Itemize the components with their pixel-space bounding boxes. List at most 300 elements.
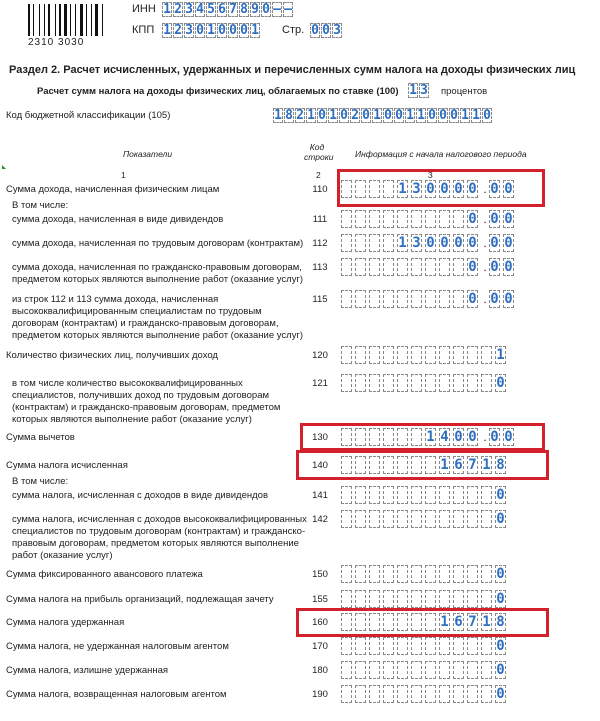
row-label: сумма налога, исчисленная с доходов в виде дивидендов — [12, 490, 268, 501]
digit-cell: 1 — [251, 23, 259, 38]
highlight-box — [296, 450, 549, 480]
row-label: Сумма налога, возвращенная налоговым агентом — [6, 689, 227, 700]
digit-cell: 1 — [426, 429, 435, 445]
digit-cell: 8 — [496, 614, 505, 630]
digit-cell — [369, 234, 380, 252]
digit-cell: 0 — [454, 235, 463, 251]
digit-cell — [341, 374, 352, 392]
digit-cell — [383, 290, 394, 308]
digit-cell — [453, 290, 464, 308]
digit-cell — [397, 590, 408, 608]
digit-cell — [481, 637, 492, 655]
digit-cell — [369, 661, 380, 679]
digit-cell — [355, 258, 366, 276]
digit-cell: 0 — [240, 23, 248, 38]
digit-cell — [467, 346, 478, 364]
digit-cell — [425, 258, 436, 276]
row-label: Сумма налога удержанная — [6, 617, 125, 628]
highlight-box — [296, 608, 549, 637]
row-code: 130 — [312, 432, 328, 443]
digit-cell — [439, 661, 450, 679]
digit-cell: 6 — [218, 2, 226, 17]
digit-cell — [425, 565, 436, 583]
digit-cell: 0 — [504, 259, 513, 275]
digit-cell — [425, 590, 436, 608]
amount-field-142[interactable] — [341, 510, 509, 528]
amount-field-111[interactable] — [341, 210, 517, 228]
digit-cell: 1 — [406, 108, 414, 123]
digit-cell: 0 — [468, 211, 477, 227]
digit-cell: 1 — [482, 457, 491, 473]
digit-cell: 4 — [196, 2, 204, 17]
digit-cell — [383, 234, 394, 252]
digit-cell — [453, 486, 464, 504]
digit-cell: 0 — [218, 23, 226, 38]
row-label: сумма налога, исчисленная с доходов высококвалифицированных — [12, 514, 307, 525]
col-header-code: Код строки — [304, 142, 334, 162]
row-label: работ (оказание услуг) — [12, 550, 113, 561]
digit-cell — [411, 685, 422, 703]
digit-cell: 0 — [318, 108, 326, 123]
digit-cell — [397, 685, 408, 703]
digit-cell: – — [273, 2, 281, 17]
kpp-label: КПП — [132, 24, 155, 36]
digit-cell — [467, 486, 478, 504]
row-label: которых являются выполнение работ (оказание услуг) — [12, 414, 252, 425]
digit-cell: 0 — [496, 662, 505, 678]
row-code: 155 — [312, 594, 328, 605]
digit-cell — [453, 258, 464, 276]
digit-cell: 0 — [426, 235, 435, 251]
digit-cell: 0 — [468, 291, 477, 307]
digit-cell — [397, 290, 408, 308]
digit-cell: 0 — [496, 375, 505, 391]
digit-cell — [383, 486, 394, 504]
digit-cell — [467, 637, 478, 655]
digit-cell — [369, 290, 380, 308]
digit-cell: 0 — [504, 235, 513, 251]
digit-cell — [439, 374, 450, 392]
amount-field-170[interactable] — [341, 637, 509, 655]
digit-cell: 0 — [340, 108, 348, 123]
digit-cell — [397, 565, 408, 583]
kbk-label: Код бюджетной классификации (105) — [6, 110, 171, 121]
digit-cell — [341, 258, 352, 276]
digit-cell: 1 — [461, 108, 469, 123]
amount-field-112[interactable] — [341, 234, 517, 252]
digit-cell: 0 — [450, 108, 458, 123]
amount-field-120[interactable] — [341, 346, 509, 364]
amount-field-141[interactable] — [341, 486, 509, 504]
digit-cell: 1 — [398, 181, 407, 197]
digit-cell — [411, 486, 422, 504]
row-label: Сумма фиксированного авансового платежа — [6, 569, 203, 580]
row-label: (контрактам) и гражданско-правовым договорам, предметом — [12, 402, 281, 413]
digit-cell: 7 — [229, 2, 237, 17]
digit-cell: 2 — [174, 23, 182, 38]
digit-cell — [453, 346, 464, 364]
digit-cell — [355, 565, 366, 583]
digit-cell — [383, 661, 394, 679]
digit-cell: 0 — [322, 23, 330, 38]
digit-cell: 0 — [454, 429, 463, 445]
digit-cell — [439, 685, 450, 703]
digit-cell — [355, 590, 366, 608]
row-code: 121 — [312, 378, 328, 389]
amount-field-155[interactable] — [341, 590, 509, 608]
digit-cell — [481, 590, 492, 608]
digit-cell — [397, 637, 408, 655]
digit-cell — [481, 685, 492, 703]
row-label: из строк 112 и 113 сумма дохода, начисленная — [12, 294, 219, 305]
digit-cell: 3 — [420, 83, 428, 98]
digit-cell: 0 — [496, 686, 505, 702]
digit-cell — [397, 210, 408, 228]
digit-cell — [411, 290, 422, 308]
row-label: специалистов по трудовым договорам (контрактам) и гражданско- — [12, 526, 306, 537]
row-label: правовым договорам, предметом которых являются выполнение — [12, 538, 299, 549]
digit-cell — [369, 258, 380, 276]
digit-cell: 1 — [163, 23, 171, 38]
amount-field-121[interactable] — [341, 374, 509, 392]
digit-cell — [341, 685, 352, 703]
row-label: Сумма налога на прибыль организаций, подлежащая зачету — [6, 594, 274, 605]
barcode-number: 2310 3030 — [28, 37, 85, 48]
digit-cell: 0 — [490, 259, 499, 275]
digit-cell — [425, 685, 436, 703]
amount-field-180[interactable] — [341, 661, 509, 679]
digit-cell: 0 — [490, 235, 499, 251]
digit-cell — [453, 374, 464, 392]
digit-cell: 0 — [384, 108, 392, 123]
digit-cell: 8 — [285, 108, 293, 123]
digit-cell: 1 — [440, 457, 449, 473]
digit-cell — [341, 510, 352, 528]
digit-cell: 3 — [185, 2, 193, 17]
digit-cell: 0 — [483, 108, 491, 123]
digit-cell — [355, 374, 366, 392]
row-code: 140 — [312, 460, 328, 471]
digit-cell — [411, 637, 422, 655]
digit-cell: 3 — [412, 181, 421, 197]
digit-cell: 0 — [496, 511, 505, 527]
digit-cell: 0 — [468, 235, 477, 251]
corner-tick — [2, 165, 6, 169]
digit-cell — [425, 374, 436, 392]
digit-cell: 0 — [490, 429, 499, 445]
row-label: сумма дохода, начисленная в виде дивидендов — [12, 214, 224, 225]
digit-cell — [341, 661, 352, 679]
digit-cell: 0 — [504, 181, 513, 197]
inn-field[interactable] — [162, 2, 294, 17]
digit-cell — [397, 258, 408, 276]
row-code: 142 — [312, 514, 328, 525]
digit-cell — [453, 510, 464, 528]
digit-cell — [369, 210, 380, 228]
digit-cell — [467, 590, 478, 608]
row-label: Сумма налога, излишне удержанная — [6, 665, 169, 676]
digit-cell: 4 — [440, 429, 449, 445]
digit-cell: 1 — [207, 23, 215, 38]
digit-cell: 1 — [409, 83, 417, 98]
digit-cell — [397, 661, 408, 679]
digit-cell — [439, 210, 450, 228]
decimal-separator: . — [483, 260, 487, 274]
digit-cell — [369, 590, 380, 608]
digit-cell — [453, 637, 464, 655]
digit-cell: 1 — [496, 347, 505, 363]
row-code: 110 — [312, 184, 328, 195]
amount-field-150[interactable] — [341, 565, 509, 583]
digit-cell — [341, 234, 352, 252]
digit-cell — [467, 510, 478, 528]
digit-cell — [355, 210, 366, 228]
amount-field-115[interactable] — [341, 290, 517, 308]
digit-cell: 0 — [504, 291, 513, 307]
digit-cell: 1 — [373, 108, 381, 123]
digit-cell — [453, 685, 464, 703]
digit-cell: 0 — [428, 108, 436, 123]
row-code: 141 — [312, 490, 328, 501]
row-label: Количество физических лиц, получивших доход — [6, 350, 218, 361]
digit-cell: 0 — [490, 211, 499, 227]
amount-field-113[interactable] — [341, 258, 517, 276]
row-code: 112 — [312, 238, 328, 249]
digit-cell: 0 — [196, 23, 204, 38]
decimal-separator: . — [483, 292, 487, 306]
row-label: Сумма налога, не удержанная налоговым агентом — [6, 641, 229, 652]
row-code: 170 — [312, 641, 328, 652]
digit-cell — [341, 637, 352, 655]
digit-cell — [481, 374, 492, 392]
digit-cell — [397, 346, 408, 364]
digit-cell — [411, 210, 422, 228]
digit-cell: 0 — [440, 181, 449, 197]
amount-field-190[interactable] — [341, 685, 509, 703]
digit-cell — [439, 290, 450, 308]
row-code: 180 — [312, 665, 328, 676]
digit-cell: 0 — [504, 429, 513, 445]
digit-cell — [467, 374, 478, 392]
digit-cell — [411, 661, 422, 679]
row-label: высококвалифицированным специалистам по трудовым — [12, 306, 262, 317]
digit-cell — [397, 510, 408, 528]
digit-cell: 0 — [496, 638, 505, 654]
digit-cell — [453, 590, 464, 608]
digit-cell — [369, 374, 380, 392]
digit-cell — [425, 661, 436, 679]
digit-cell: 9 — [251, 2, 259, 17]
digit-cell: 6 — [454, 457, 463, 473]
digit-cell — [341, 590, 352, 608]
digit-cell — [467, 565, 478, 583]
page-label: Стр. — [282, 24, 305, 36]
col-header-info: Информация с начала налогового периода — [355, 149, 527, 159]
digit-cell: 1 — [482, 614, 491, 630]
digit-cell — [439, 637, 450, 655]
digit-cell: 2 — [296, 108, 304, 123]
digit-cell: 5 — [207, 2, 215, 17]
digit-cell — [383, 685, 394, 703]
digit-cell: 1 — [329, 108, 337, 123]
decimal-separator: . — [483, 236, 487, 250]
digit-cell: 2 — [351, 108, 359, 123]
digit-cell — [341, 486, 352, 504]
col-num-2: 2 — [316, 170, 321, 180]
digit-cell — [369, 486, 380, 504]
digit-cell: 0 — [504, 211, 513, 227]
digit-cell — [411, 590, 422, 608]
digit-cell — [439, 565, 450, 583]
row-label: В том числе: — [12, 476, 69, 487]
page-field[interactable] — [310, 23, 343, 38]
row-code: 150 — [312, 569, 328, 580]
digit-cell: 0 — [311, 23, 319, 38]
digit-cell — [411, 258, 422, 276]
digit-cell — [383, 374, 394, 392]
digit-cell — [481, 486, 492, 504]
digit-cell — [425, 510, 436, 528]
digit-cell: 0 — [395, 108, 403, 123]
digit-cell — [411, 565, 422, 583]
row-label: предметом которых являются выполнение работ (оказание услуг) — [12, 274, 304, 285]
digit-cell — [467, 661, 478, 679]
row-label: Сумма дохода, начисленная физическим лицам — [6, 184, 220, 195]
digit-cell — [369, 637, 380, 655]
digit-cell — [341, 210, 352, 228]
digit-cell — [481, 510, 492, 528]
section-title: Раздел 2. Расчет исчисленных, удержанных и перечисленных сумм налога на доходы физических лиц — [9, 64, 576, 76]
digit-cell: – — [284, 2, 292, 17]
digit-cell — [355, 637, 366, 655]
inn-label: ИНН — [132, 3, 156, 15]
digit-cell: 0 — [439, 108, 447, 123]
digit-cell — [397, 374, 408, 392]
digit-cell — [439, 590, 450, 608]
digit-cell: 0 — [440, 235, 449, 251]
row-label: сумма дохода, начисленная по гражданско-правовым договорам, — [12, 262, 302, 273]
digit-cell: 7 — [468, 614, 477, 630]
digit-cell — [383, 565, 394, 583]
digit-cell: 1 — [163, 2, 171, 17]
row-label: В том числе: — [12, 200, 69, 211]
row-code: 113 — [312, 262, 328, 273]
digit-cell — [411, 510, 422, 528]
decimal-separator: . — [483, 182, 487, 196]
digit-cell — [425, 637, 436, 655]
row-label: в том числе количество высококвалифицированных — [12, 378, 243, 389]
kpp-field[interactable] — [162, 23, 261, 38]
digit-cell — [397, 486, 408, 504]
row-code: 111 — [312, 214, 328, 225]
digit-cell — [355, 346, 366, 364]
digit-cell — [369, 565, 380, 583]
digit-cell — [369, 685, 380, 703]
digit-cell: 1 — [274, 108, 282, 123]
digit-cell — [355, 290, 366, 308]
col-num-1: 1 — [121, 170, 126, 180]
digit-cell — [341, 290, 352, 308]
barcode — [28, 4, 108, 36]
digit-cell: 3 — [185, 23, 193, 38]
row-code: 120 — [312, 350, 328, 361]
digit-cell — [481, 346, 492, 364]
row-code: 160 — [312, 617, 328, 628]
row-label: Сумма вычетов — [6, 432, 75, 443]
digit-cell — [467, 685, 478, 703]
digit-cell — [425, 486, 436, 504]
rate-unit: процентов — [441, 86, 488, 97]
digit-cell: 3 — [333, 23, 341, 38]
digit-cell: 0 — [468, 259, 477, 275]
row-label: сумма дохода, начисленная по трудовым договорам (контрактам) — [12, 238, 304, 249]
digit-cell: 1 — [307, 108, 315, 123]
digit-cell: 0 — [496, 566, 505, 582]
digit-cell — [425, 346, 436, 364]
digit-cell — [383, 510, 394, 528]
highlight-box — [337, 169, 545, 207]
row-code: 115 — [312, 294, 328, 305]
digit-cell: 6 — [454, 614, 463, 630]
digit-cell — [341, 346, 352, 364]
digit-cell: 0 — [468, 429, 477, 445]
digit-cell — [383, 210, 394, 228]
digit-cell — [439, 510, 450, 528]
digit-cell: 0 — [496, 591, 505, 607]
digit-cell — [383, 637, 394, 655]
digit-cell: 3 — [412, 235, 421, 251]
digit-cell: 0 — [362, 108, 370, 123]
digit-cell — [383, 258, 394, 276]
digit-cell: 0 — [262, 2, 270, 17]
decimal-separator: . — [483, 430, 487, 444]
digit-cell — [453, 661, 464, 679]
digit-cell: 0 — [426, 181, 435, 197]
digit-cell: 0 — [454, 181, 463, 197]
digit-cell — [341, 565, 352, 583]
row-label: предметом которых являются выполнение работ (оказание услуг) — [12, 330, 304, 341]
digit-cell — [383, 590, 394, 608]
digit-cell — [439, 346, 450, 364]
decimal-separator: . — [483, 212, 487, 226]
digit-cell — [453, 210, 464, 228]
digit-cell — [439, 258, 450, 276]
digit-cell — [439, 486, 450, 504]
digit-cell: 0 — [490, 291, 499, 307]
digit-cell — [355, 685, 366, 703]
rate-field[interactable] — [408, 83, 430, 98]
col-header-indicators: Показатели — [123, 149, 173, 159]
highlight-box — [300, 423, 545, 451]
digit-cell — [481, 661, 492, 679]
digit-cell — [411, 374, 422, 392]
row-label: специалистов, получивших доход по трудовым договорам — [12, 390, 270, 401]
digit-cell: 0 — [496, 487, 505, 503]
row-label: Сумма налога исчисленная — [6, 460, 128, 471]
col-num-3: 3 — [428, 170, 433, 180]
digit-cell — [425, 210, 436, 228]
digit-cell: 7 — [468, 457, 477, 473]
row-label: договорам (контрактам) и гражданско-правовым договорам, — [12, 318, 279, 329]
rate-label: Расчет сумм налога на доходы физических лиц, облагаемых по ставке (100) — [37, 86, 399, 97]
digit-cell — [425, 290, 436, 308]
kbk-field[interactable] — [273, 108, 493, 123]
digit-cell — [355, 510, 366, 528]
digit-cell: 1 — [417, 108, 425, 123]
digit-cell — [453, 565, 464, 583]
digit-cell: 0 — [490, 181, 499, 197]
digit-cell — [369, 510, 380, 528]
